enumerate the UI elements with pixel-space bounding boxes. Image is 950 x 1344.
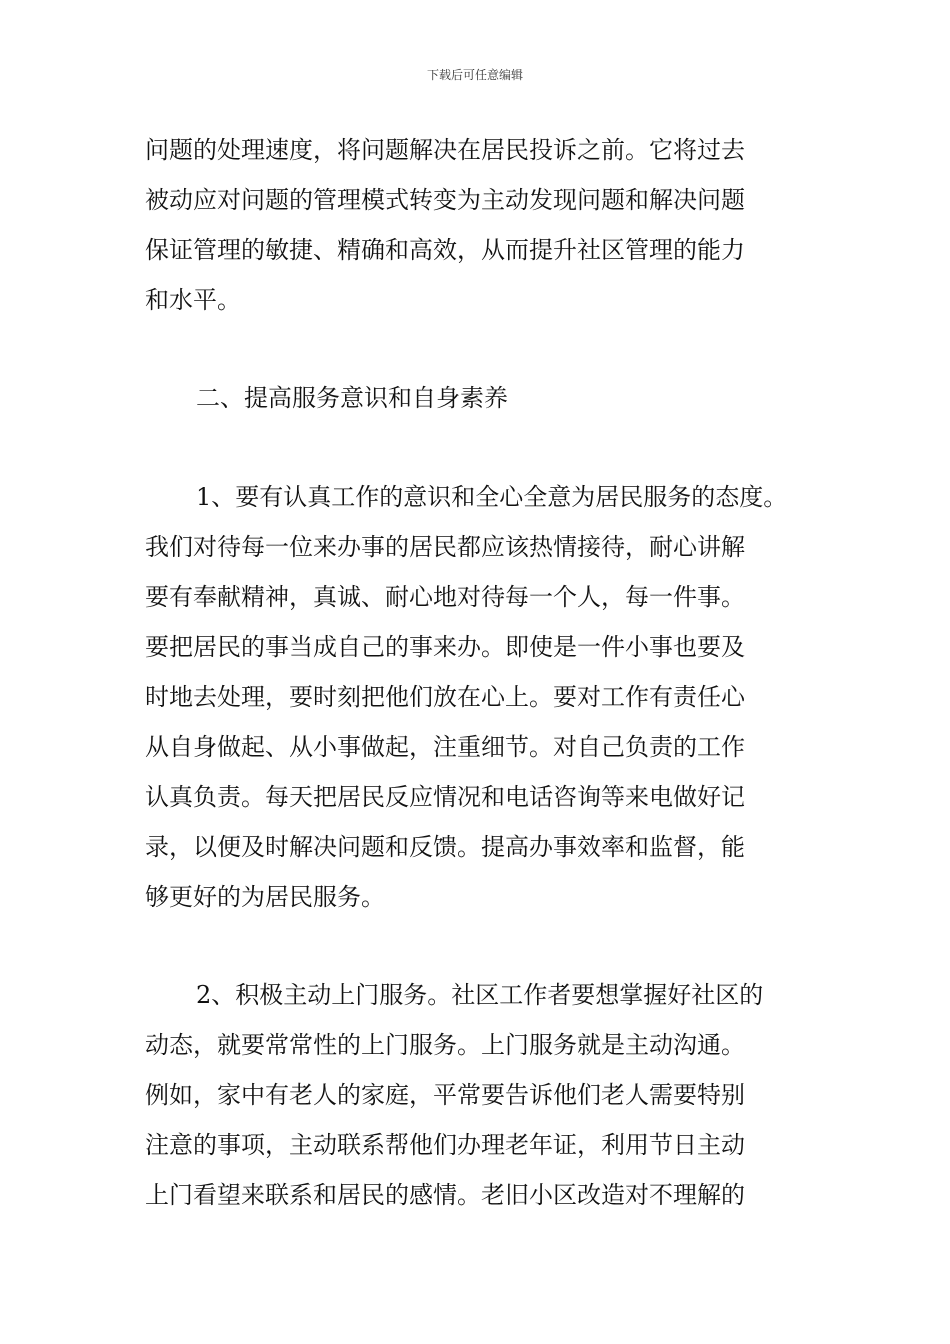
body-line: 被动应对问题的管理模式转变为主动发现问题和解决问题 [145,186,745,214]
body-line: 要有奉献精神，真诚、耐心地对待每一个人，每一件事。 [145,583,745,611]
body-line: 认真负责。每天把居民反应情况和电话咨询等来电做好记 [145,783,745,811]
section-heading: 二、提高服务意识和自身素养 [196,384,508,412]
body-line: 要把居民的事当成自己的事来办。即使是一件小事也要及 [145,633,745,661]
body-line: 从自身做起、从小事做起，注重细节。对自己负责的工作 [145,733,745,761]
paragraph-first-line: 2、积极主动上门服务。社区工作者要想掌握好社区的 [196,981,764,1009]
body-line: 时地去处理，要时刻把他们放在心上。要对工作有责任心 [145,683,745,711]
body-line: 上门看望来联系和居民的感情。老旧小区改造对不理解的 [145,1181,745,1209]
body-line: 问题的处理速度，将问题解决在居民投诉之前。它将过去 [145,136,745,164]
body-line: 够更好的为居民服务。 [145,883,385,911]
paragraph-first-line: 1、要有认真工作的意识和全心全意为居民服务的态度。 [196,483,788,511]
body-line: 例如，家中有老人的家庭，平常要告诉他们老人需要特别 [145,1081,745,1109]
body-line: 保证管理的敏捷、精确和高效，从而提升社区管理的能力 [145,236,745,264]
page-header: 下载后可任意编辑 [426,68,523,82]
body-line: 我们对待每一位来办事的居民都应该热情接待，耐心讲解 [145,533,745,561]
body-line: 和水平。 [145,286,241,314]
body-line: 注意的事项，主动联系帮他们办理老年证，利用节日主动 [145,1131,745,1159]
body-line: 录，以便及时解决问题和反馈。提高办事效率和监督，能 [145,833,745,861]
body-line: 动态，就要常常性的上门服务。上门服务就是主动沟通。 [145,1031,745,1059]
